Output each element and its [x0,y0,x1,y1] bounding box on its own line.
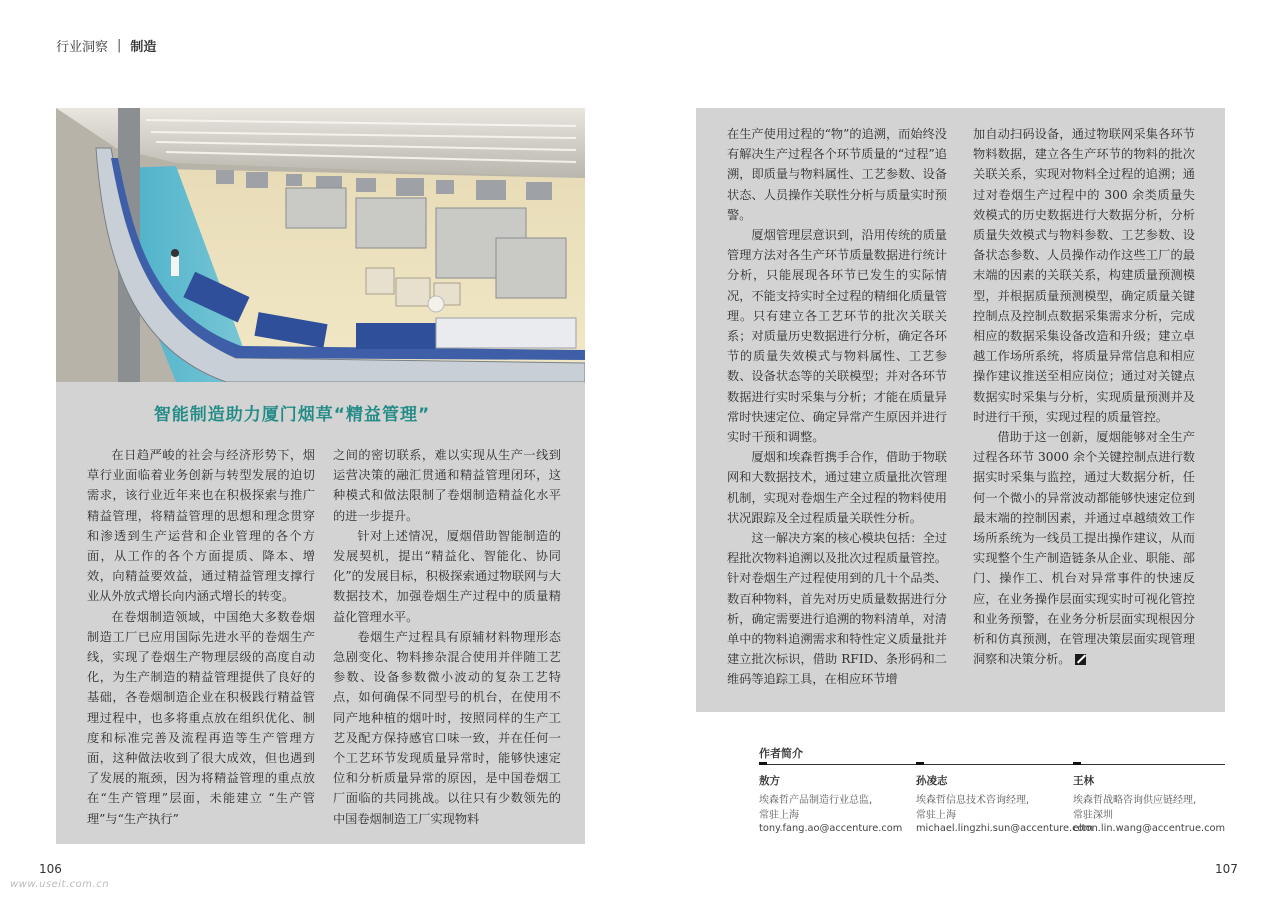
left-column-2 [333,445,561,829]
paragraph: 厦烟管理层意识到，沿用传统的质量管理方法对各生产环节质量数据进行统计分析，只能展现各环节已发生的实际情况，不能支持实时全过程的精细化质量管理。只有建立各工艺环节的批次关联关系；对质量历史数据进行分析，确定各环节的质量失效模式与物料属性、工艺参数、设备状态等的关联模型；并对各环节数据进行实时采集与分析；才能在质量异常时快速定位、确定异常产生原因并进行实时干预和调整。 [727,228,947,445]
author-role: 埃森哲产品制造行业总监, 常驻上海 [759,795,873,821]
author-name: 王林 [1073,775,1094,787]
page-number-right: 107 [1215,862,1238,876]
factory-photo [56,108,585,382]
right-column-1 [727,124,947,690]
paragraph: 在卷烟制造领域，中国绝大多数卷烟制造工厂已应用国际先进水平的卷烟生产线，实现了卷烟生产物理层级的高度自动化，为生产制造的精益管理提供了良好的基础，各卷烟制造企业在积极践行精益管理过程中，也多将重点放在组织优化、制度和标准完善及流程再造等生产管理方面，这种做法收到了很大成效，但也遇到了发展的瓶颈，因为将精益管理的重点放在“生产管理”层面，未能建立 “生产管理”与“生产执行” [87,609,315,826]
author-name: 敖方 [759,775,780,787]
paragraph-continued: 加自动扫码设备，通过物联网采集各环节物料数据，建立各生产环节的物料的批次关联关系，实现对物料全过程的追溯；通过对卷烟生产过程中的 300 余类质量失效模式的历史数据进行大数据分析，分析质量失效模式与物料参数、工艺参数、设备状态参数、人员操作动作这些工厂的最末端的因素的关联关系，构建质量预测模型，并根据质量预测模型，确定质量关键控制点及控制点数据采集需求分析，完成相应的数据采集设备改造和升级；建立卓越工作场所系统，将质量异常信息和相应操作建议推送至相应岗位；通过对关键点数据实时采集与分析，实现质量预测并及时进行干预，实现过程的质量管控。 [973,127,1195,424]
paragraph: 在日趋严峻的社会与经济形势下，烟草行业面临着业务创新与转型发展的迫切需求，该行业近年来也在积极探索与推广精益管理，将精益管理的思想和理念贯穿和渗透到生产运营和企业管理的各个方面，从工作的各个方面提质、降本、增效，向精益要效益，通过精益管理支撑行业从外放式增长向内涵式增长的转变。 [87,448,315,604]
subsection-label: 制造 [130,40,157,55]
end-of-article-icon [1075,654,1086,665]
authors-divider [759,764,1225,765]
paragraph-continued: 在生产使用过程的“物”的追溯，而始终没有解决生产过程各个环节质量的“过程”追溯，即质量与物料属性、工艺参数、设备状态、人员操作关联性分析与质量实时预警。 [727,127,947,222]
author-role: 埃森哲战略咨询供应链经理, 常驻深圳 [1073,795,1197,821]
header-separator: | [117,38,122,53]
right-column-2 [973,124,1195,669]
author-marker [759,762,767,765]
paragraph: 这一解决方案的核心模块包括：全过程批次物料追溯以及批次过程质量管控。针对卷烟生产过程使用到的几十个品类、数百种物料，首先对历史质量数据进行分析，确定需要进行追溯的物料清单，对清单中的物料追溯需求和特性定义质量批并建立批次标识，借助 RFID、条形码和二维码等追踪工具，在相应环节增 [727,531,947,687]
author-email[interactable]: michael.lingzhi.sun@accenture.com [916,823,1094,834]
page-number-left: 106 [39,862,62,876]
paragraph: 卷烟生产过程具有原辅材料物理形态急剧变化、物料掺杂混合使用并伴随工艺参数、设备参数微小波动的复杂工艺特点，如何确保不同型号的机台，在使用不同产地种植的烟叶时，按照同样的生产工艺及配方保持感官口味一致，并在任何一个工艺环节发现质量异常时，能够快速定位和分析质量异常的原因，是中国卷烟工厂面临的共同挑战。以往只有少数领先的中国卷烟制造工厂实现物料 [333,629,561,826]
author-email[interactable]: tony.fang.ao@accenture.com [759,823,903,834]
paragraph-continued: 之间的密切联系，难以实现从生产一线到运营决策的融汇贯通和精益管理闭环，这种模式和做法限制了卷烟制造精益化水平的进一步提升。 [333,448,561,523]
final-paragraph-text: 借助于这一创新，厦烟能够对全生产过程各环节 3000 余个关键控制点进行数据实时采集与监控，通过大数据分析，任何一个微小的异常波动都能够快速定位到最末端的控制因素，并通过卓越绩效工作场所系统为一线员工提出操作建议，从而实现整个生产制造链条从企业、职能、部门、操作工、机台对异常事件的快速反应，在业务操作层面实现实时可视化管控和业务预警，在业务分析层面实现根因分析和仿真预测，在管理决策层面实现管理洞察和决策分析。 [973,430,1195,667]
section-label: 行业洞察 [56,40,109,55]
left-column-1 [87,445,315,829]
article-title: 智能制造助力厦门烟草“精益管理” [153,405,431,425]
author-role: 埃森哲信息技术咨询经理, 常驻上海 [916,795,1030,821]
author-marker [916,762,924,765]
paragraph-final [973,427,1195,669]
author-marker [1073,762,1081,765]
author-email[interactable]: elton.lin.wang@accentrue.com [1073,823,1226,834]
paragraph: 针对上述情况，厦烟借助智能制造的发展契机，提出“精益化、智能化、协同化”的发展目标，积极探索通过物联网与大数据技术，加强卷烟生产过程中的质量精益化管理水平。 [333,528,561,624]
watermark: www.useit.com.cn [10,879,110,890]
section-header [56,36,156,55]
paragraph: 厦烟和埃森哲携手合作，借助于物联网和大数据技术，通过建立质量批次管理机制，实现对卷烟生产全过程的物料使用状况跟踪及全过程质量关联性分析。 [727,450,947,525]
author-name: 孙凌志 [916,775,948,787]
authors-heading: 作者简介 [759,747,803,760]
